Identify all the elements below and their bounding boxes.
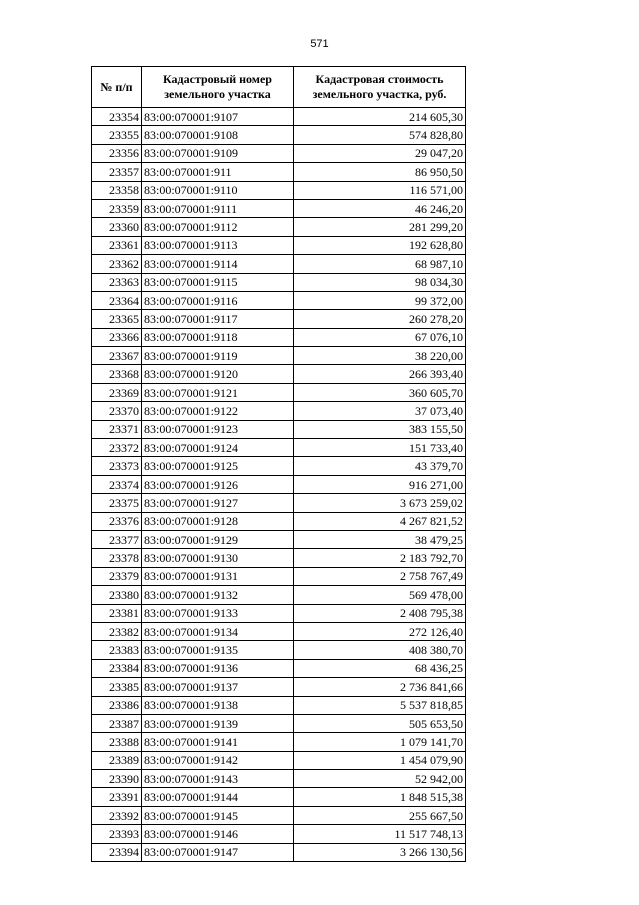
table-row bbox=[92, 549, 466, 567]
cadastral-number-cell: 83:00:070001:9112 bbox=[142, 218, 294, 236]
row-number-cell: 23360 bbox=[92, 218, 142, 236]
table-row bbox=[92, 218, 466, 236]
table-row bbox=[92, 310, 466, 328]
header-cadastral-value: Кадастровая стоимость земельного участка, руб. bbox=[294, 67, 466, 108]
table-row bbox=[92, 696, 466, 714]
cadastral-value-cell: 408 380,70 bbox=[294, 641, 466, 659]
cadastral-value-cell: 272 126,40 bbox=[294, 622, 466, 640]
header-cadastral-number: Кадастровый номер земельного участка bbox=[142, 67, 294, 108]
cadastral-number-cell: 83:00:070001:9116 bbox=[142, 291, 294, 309]
row-number-cell: 23390 bbox=[92, 770, 142, 788]
cadastral-number-cell: 83:00:070001:9131 bbox=[142, 567, 294, 585]
row-number-cell: 23365 bbox=[92, 310, 142, 328]
cadastral-value-cell: 383 155,50 bbox=[294, 420, 466, 438]
table-row bbox=[92, 420, 466, 438]
header-row-number: № п/п bbox=[92, 67, 142, 108]
cadastral-number-cell: 83:00:070001:9115 bbox=[142, 273, 294, 291]
table-row bbox=[92, 825, 466, 843]
table-row bbox=[92, 439, 466, 457]
row-number-cell: 23378 bbox=[92, 549, 142, 567]
table-row bbox=[92, 402, 466, 420]
cadastral-number-cell: 83:00:070001:9122 bbox=[142, 402, 294, 420]
table-row bbox=[92, 291, 466, 309]
table-row bbox=[92, 108, 466, 126]
cadastral-number-cell: 83:00:070001:9129 bbox=[142, 530, 294, 548]
cadastral-number-cell: 83:00:070001:9120 bbox=[142, 365, 294, 383]
cadastral-number-cell: 83:00:070001:9121 bbox=[142, 383, 294, 401]
table-row bbox=[92, 622, 466, 640]
cadastral-value-cell: 916 271,00 bbox=[294, 475, 466, 493]
row-number-cell: 23384 bbox=[92, 659, 142, 677]
row-number-cell: 23367 bbox=[92, 347, 142, 365]
cadastral-number-cell: 83:00:070001:9146 bbox=[142, 825, 294, 843]
row-number-cell: 23394 bbox=[92, 843, 142, 861]
cadastral-number-cell: 83:00:070001:9136 bbox=[142, 659, 294, 677]
row-number-cell: 23382 bbox=[92, 622, 142, 640]
cadastral-value-cell: 38 479,25 bbox=[294, 530, 466, 548]
cadastral-value-cell: 266 393,40 bbox=[294, 365, 466, 383]
cadastral-value-cell: 43 379,70 bbox=[294, 457, 466, 475]
cadastral-value-cell: 360 605,70 bbox=[294, 383, 466, 401]
table-row bbox=[92, 751, 466, 769]
row-number-cell: 23363 bbox=[92, 273, 142, 291]
cadastral-value-cell: 99 372,00 bbox=[294, 291, 466, 309]
cadastral-value-cell: 37 073,40 bbox=[294, 402, 466, 420]
cadastral-value-cell: 1 848 515,38 bbox=[294, 788, 466, 806]
cadastral-number-cell: 83:00:070001:9110 bbox=[142, 181, 294, 199]
cadastral-value-cell: 2 183 792,70 bbox=[294, 549, 466, 567]
table-row bbox=[92, 530, 466, 548]
header-row bbox=[92, 67, 466, 108]
table-row bbox=[92, 604, 466, 622]
cadastral-value-cell: 192 628,80 bbox=[294, 236, 466, 254]
cadastral-number-cell: 83:00:070001:9107 bbox=[142, 108, 294, 126]
cadastral-number-cell: 83:00:070001:9135 bbox=[142, 641, 294, 659]
cadastral-value-cell: 86 950,50 bbox=[294, 163, 466, 181]
cadastral-number-cell: 83:00:070001:9134 bbox=[142, 622, 294, 640]
table-row bbox=[92, 586, 466, 604]
cadastral-value-cell: 116 571,00 bbox=[294, 181, 466, 199]
cadastral-number-cell: 83:00:070001:9119 bbox=[142, 347, 294, 365]
cadastral-number-cell: 83:00:070001:9125 bbox=[142, 457, 294, 475]
cadastral-value-cell: 68 987,10 bbox=[294, 255, 466, 273]
row-number-cell: 23373 bbox=[92, 457, 142, 475]
cadastral-number-cell: 83:00:070001:9127 bbox=[142, 494, 294, 512]
cadastral-value-cell: 505 653,50 bbox=[294, 714, 466, 732]
cadastral-value-table bbox=[91, 66, 466, 862]
row-number-cell: 23386 bbox=[92, 696, 142, 714]
row-number-cell: 23381 bbox=[92, 604, 142, 622]
table-row bbox=[92, 328, 466, 346]
table-row bbox=[92, 181, 466, 199]
row-number-cell: 23374 bbox=[92, 475, 142, 493]
row-number-cell: 23357 bbox=[92, 163, 142, 181]
cadastral-value-cell: 1 454 079,90 bbox=[294, 751, 466, 769]
cadastral-number-cell: 83:00:070001:9144 bbox=[142, 788, 294, 806]
cadastral-number-cell: 83:00:070001:9124 bbox=[142, 439, 294, 457]
table-row bbox=[92, 512, 466, 530]
cadastral-number-cell: 83:00:070001:9141 bbox=[142, 733, 294, 751]
cadastral-value-cell: 67 076,10 bbox=[294, 328, 466, 346]
cadastral-value-cell: 3 673 259,02 bbox=[294, 494, 466, 512]
row-number-cell: 23355 bbox=[92, 126, 142, 144]
cadastral-value-cell: 3 266 130,56 bbox=[294, 843, 466, 861]
row-number-cell: 23385 bbox=[92, 678, 142, 696]
table-row bbox=[92, 770, 466, 788]
cadastral-number-cell: 83:00:070001:9142 bbox=[142, 751, 294, 769]
cadastral-value-cell: 68 436,25 bbox=[294, 659, 466, 677]
cadastral-value-cell: 2 736 841,66 bbox=[294, 678, 466, 696]
page-number: 571 bbox=[310, 38, 329, 50]
table-row bbox=[92, 365, 466, 383]
cadastral-number-cell: 83:00:070001:9145 bbox=[142, 806, 294, 824]
cadastral-number-cell: 83:00:070001:9137 bbox=[142, 678, 294, 696]
row-number-cell: 23383 bbox=[92, 641, 142, 659]
cadastral-value-cell: 29 047,20 bbox=[294, 144, 466, 162]
cadastral-value-cell: 98 034,30 bbox=[294, 273, 466, 291]
cadastral-value-cell: 151 733,40 bbox=[294, 439, 466, 457]
cadastral-number-cell: 83:00:070001:9138 bbox=[142, 696, 294, 714]
table-row bbox=[92, 144, 466, 162]
cadastral-value-cell: 46 246,20 bbox=[294, 199, 466, 217]
row-number-cell: 23391 bbox=[92, 788, 142, 806]
cadastral-value-cell: 4 267 821,52 bbox=[294, 512, 466, 530]
row-number-cell: 23354 bbox=[92, 108, 142, 126]
table-row bbox=[92, 806, 466, 824]
cadastral-number-cell: 83:00:070001:9108 bbox=[142, 126, 294, 144]
table-row bbox=[92, 199, 466, 217]
cadastral-number-cell: 83:00:070001:9128 bbox=[142, 512, 294, 530]
cadastral-value-cell: 214 605,30 bbox=[294, 108, 466, 126]
row-number-cell: 23389 bbox=[92, 751, 142, 769]
row-number-cell: 23379 bbox=[92, 567, 142, 585]
table-row bbox=[92, 714, 466, 732]
cadastral-number-cell: 83:00:070001:9132 bbox=[142, 586, 294, 604]
row-number-cell: 23387 bbox=[92, 714, 142, 732]
cadastral-number-cell: 83:00:070001:911 bbox=[142, 163, 294, 181]
cadastral-value-cell: 2 758 767,49 bbox=[294, 567, 466, 585]
table-row bbox=[92, 788, 466, 806]
table-row bbox=[92, 843, 466, 861]
cadastral-number-cell: 83:00:070001:9117 bbox=[142, 310, 294, 328]
table-row bbox=[92, 494, 466, 512]
row-number-cell: 23362 bbox=[92, 255, 142, 273]
cadastral-number-cell: 83:00:070001:9126 bbox=[142, 475, 294, 493]
cadastral-number-cell: 83:00:070001:9139 bbox=[142, 714, 294, 732]
table-row bbox=[92, 126, 466, 144]
row-number-cell: 23376 bbox=[92, 512, 142, 530]
table-body bbox=[92, 108, 466, 862]
cadastral-value-cell: 1 079 141,70 bbox=[294, 733, 466, 751]
table-row bbox=[92, 641, 466, 659]
row-number-cell: 23364 bbox=[92, 291, 142, 309]
cadastral-value-cell: 38 220,00 bbox=[294, 347, 466, 365]
cadastral-number-cell: 83:00:070001:9113 bbox=[142, 236, 294, 254]
row-number-cell: 23375 bbox=[92, 494, 142, 512]
row-number-cell: 23393 bbox=[92, 825, 142, 843]
cadastral-number-cell: 83:00:070001:9123 bbox=[142, 420, 294, 438]
row-number-cell: 23366 bbox=[92, 328, 142, 346]
table-row bbox=[92, 273, 466, 291]
table-row bbox=[92, 163, 466, 181]
row-number-cell: 23388 bbox=[92, 733, 142, 751]
cadastral-number-cell: 83:00:070001:9130 bbox=[142, 549, 294, 567]
cadastral-value-cell: 281 299,20 bbox=[294, 218, 466, 236]
cadastral-number-cell: 83:00:070001:9118 bbox=[142, 328, 294, 346]
cadastral-value-cell: 52 942,00 bbox=[294, 770, 466, 788]
cadastral-number-cell: 83:00:070001:9143 bbox=[142, 770, 294, 788]
table-row bbox=[92, 678, 466, 696]
cadastral-number-cell: 83:00:070001:9109 bbox=[142, 144, 294, 162]
cadastral-value-cell: 255 667,50 bbox=[294, 806, 466, 824]
row-number-cell: 23371 bbox=[92, 420, 142, 438]
cadastral-value-cell: 11 517 748,13 bbox=[294, 825, 466, 843]
table-row bbox=[92, 347, 466, 365]
row-number-cell: 23369 bbox=[92, 383, 142, 401]
table-row bbox=[92, 236, 466, 254]
row-number-cell: 23380 bbox=[92, 586, 142, 604]
cadastral-value-cell: 2 408 795,38 bbox=[294, 604, 466, 622]
table-row bbox=[92, 475, 466, 493]
cadastral-value-cell: 574 828,80 bbox=[294, 126, 466, 144]
table-row bbox=[92, 457, 466, 475]
cadastral-value-cell: 260 278,20 bbox=[294, 310, 466, 328]
row-number-cell: 23392 bbox=[92, 806, 142, 824]
cadastral-value-cell: 5 537 818,85 bbox=[294, 696, 466, 714]
row-number-cell: 23372 bbox=[92, 439, 142, 457]
row-number-cell: 23358 bbox=[92, 181, 142, 199]
table-row bbox=[92, 659, 466, 677]
cadastral-number-cell: 83:00:070001:9114 bbox=[142, 255, 294, 273]
table-row bbox=[92, 733, 466, 751]
table-row bbox=[92, 567, 466, 585]
row-number-cell: 23359 bbox=[92, 199, 142, 217]
cadastral-number-cell: 83:00:070001:9133 bbox=[142, 604, 294, 622]
cadastral-value-cell: 569 478,00 bbox=[294, 586, 466, 604]
row-number-cell: 23356 bbox=[92, 144, 142, 162]
cadastral-number-cell: 83:00:070001:9111 bbox=[142, 199, 294, 217]
cadastral-number-cell: 83:00:070001:9147 bbox=[142, 843, 294, 861]
row-number-cell: 23370 bbox=[92, 402, 142, 420]
table-row bbox=[92, 383, 466, 401]
row-number-cell: 23377 bbox=[92, 530, 142, 548]
table-header bbox=[92, 67, 466, 108]
row-number-cell: 23361 bbox=[92, 236, 142, 254]
row-number-cell: 23368 bbox=[92, 365, 142, 383]
table-row bbox=[92, 255, 466, 273]
